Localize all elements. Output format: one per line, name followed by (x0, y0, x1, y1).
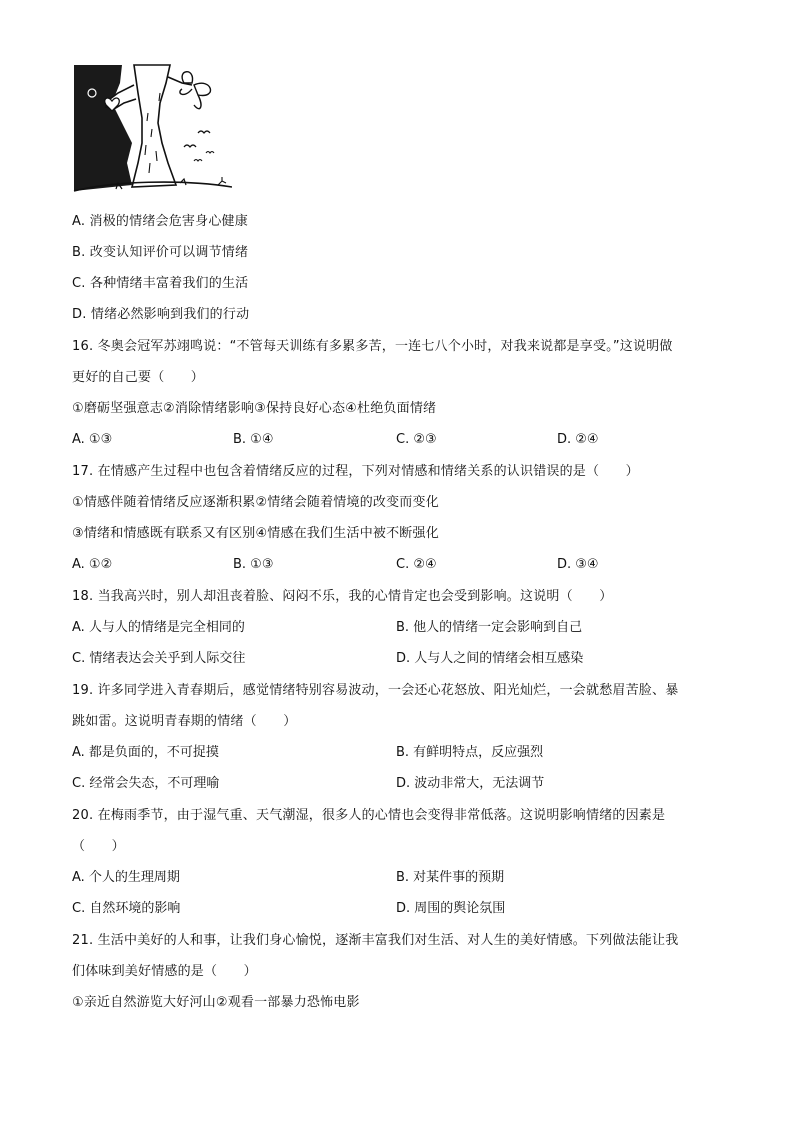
q19-option-a: A. 都是负面的，不可捉摸 (72, 745, 219, 760)
q18-option-d: D. 人与人之间的情绪会相互感染 (396, 651, 584, 666)
q17-stem: 17. 在情感产生过程中也包含着情绪反应的过程，下列对情感和情绪关系的认识错误的是（ ） (72, 464, 639, 479)
q16-option-c: C. ②③ (396, 432, 437, 447)
q20-option-d: D. 周围的舆论氛围 (396, 901, 506, 916)
q16-option-d: D. ②④ (557, 432, 599, 447)
q16-option-a: A. ①③ (72, 432, 113, 447)
q21-stem-line2: 们体味到美好情感的是（ ） (72, 964, 257, 979)
q15-option-b: B. 改变认知评价可以调节情绪 (72, 245, 249, 260)
q18-stem: 18. 当我高兴时，别人却沮丧着脸、闷闷不乐，我的心情肯定也会受到影响。这说明（ ） (72, 589, 613, 604)
q17-items-line1: ①情感伴随着情绪反应逐渐积累②情绪会随着情境的改变而变化 (72, 495, 439, 510)
q20-stem-line1: 20. 在梅雨季节，由于湿气重、天气潮湿，很多人的心情也会变得非常低落。这说明影响情绪的因素是 (72, 808, 666, 823)
q16-items: ①磨砺坚强意志②消除情绪影响③保持良好心态④杜绝负面情绪 (72, 401, 437, 416)
q15-option-d: D. 情绪必然影响到我们的行动 (72, 307, 250, 322)
cartoon-illustration (72, 63, 232, 203)
q18-option-a: A. 人与人的情绪是完全相同的 (72, 620, 245, 635)
q20-option-b: B. 对某件事的预期 (396, 870, 505, 885)
q18-option-c: C. 情绪表达会关乎到人际交往 (72, 651, 246, 666)
q16-stem-line2: 更好的自己要（ ） (72, 370, 205, 385)
q15-option-a: A. 消极的情绪会危害身心健康 (72, 214, 248, 229)
q20-stem-line2: （ ） (72, 839, 125, 854)
q17-option-a: A. ①② (72, 557, 113, 572)
q17-items-line2: ③情绪和情感既有联系又有区别④情感在我们生活中被不断强化 (72, 526, 439, 541)
q16-option-b: B. ①④ (233, 432, 274, 447)
q19-option-c: C. 经常会失态，不可理喻 (72, 776, 220, 791)
q17-option-d: D. ③④ (557, 557, 599, 572)
q20-option-c: C. 自然环境的影响 (72, 901, 181, 916)
q15-option-c: C. 各种情绪丰富着我们的生活 (72, 276, 249, 291)
q18-option-b: B. 他人的情绪一定会影响到自己 (396, 620, 583, 635)
q20-option-a: A. 个人的生理周期 (72, 870, 180, 885)
q19-stem-line2: 跳如雷。这说明青春期的情绪（ ） (72, 714, 297, 729)
q17-option-c: C. ②④ (396, 557, 437, 572)
q21-stem-line1: 21. 生活中美好的人和事，让我们身心愉悦，逐渐丰富我们对生活、对人生的美好情感。下列做法能让我 (72, 933, 679, 948)
q19-option-b: B. 有鲜明特点，反应强烈 (396, 745, 544, 760)
q17-option-b: B. ①③ (233, 557, 274, 572)
q21-items: ①亲近自然游览大好河山②观看一部暴力恐怖电影 (72, 995, 360, 1010)
q19-option-d: D. 波动非常大，无法调节 (396, 776, 545, 791)
q19-stem-line1: 19. 许多同学进入青春期后，感觉情绪特别容易波动，一会还心花怒放、阳光灿烂，一会就愁眉苦脸、暴 (72, 683, 679, 698)
q16-stem-line1: 16. 冬奥会冠军苏翊鸣说：“不管每天训练有多累多苦，一连七八个小时，对我来说都是享受。”这说明做 (72, 339, 673, 354)
